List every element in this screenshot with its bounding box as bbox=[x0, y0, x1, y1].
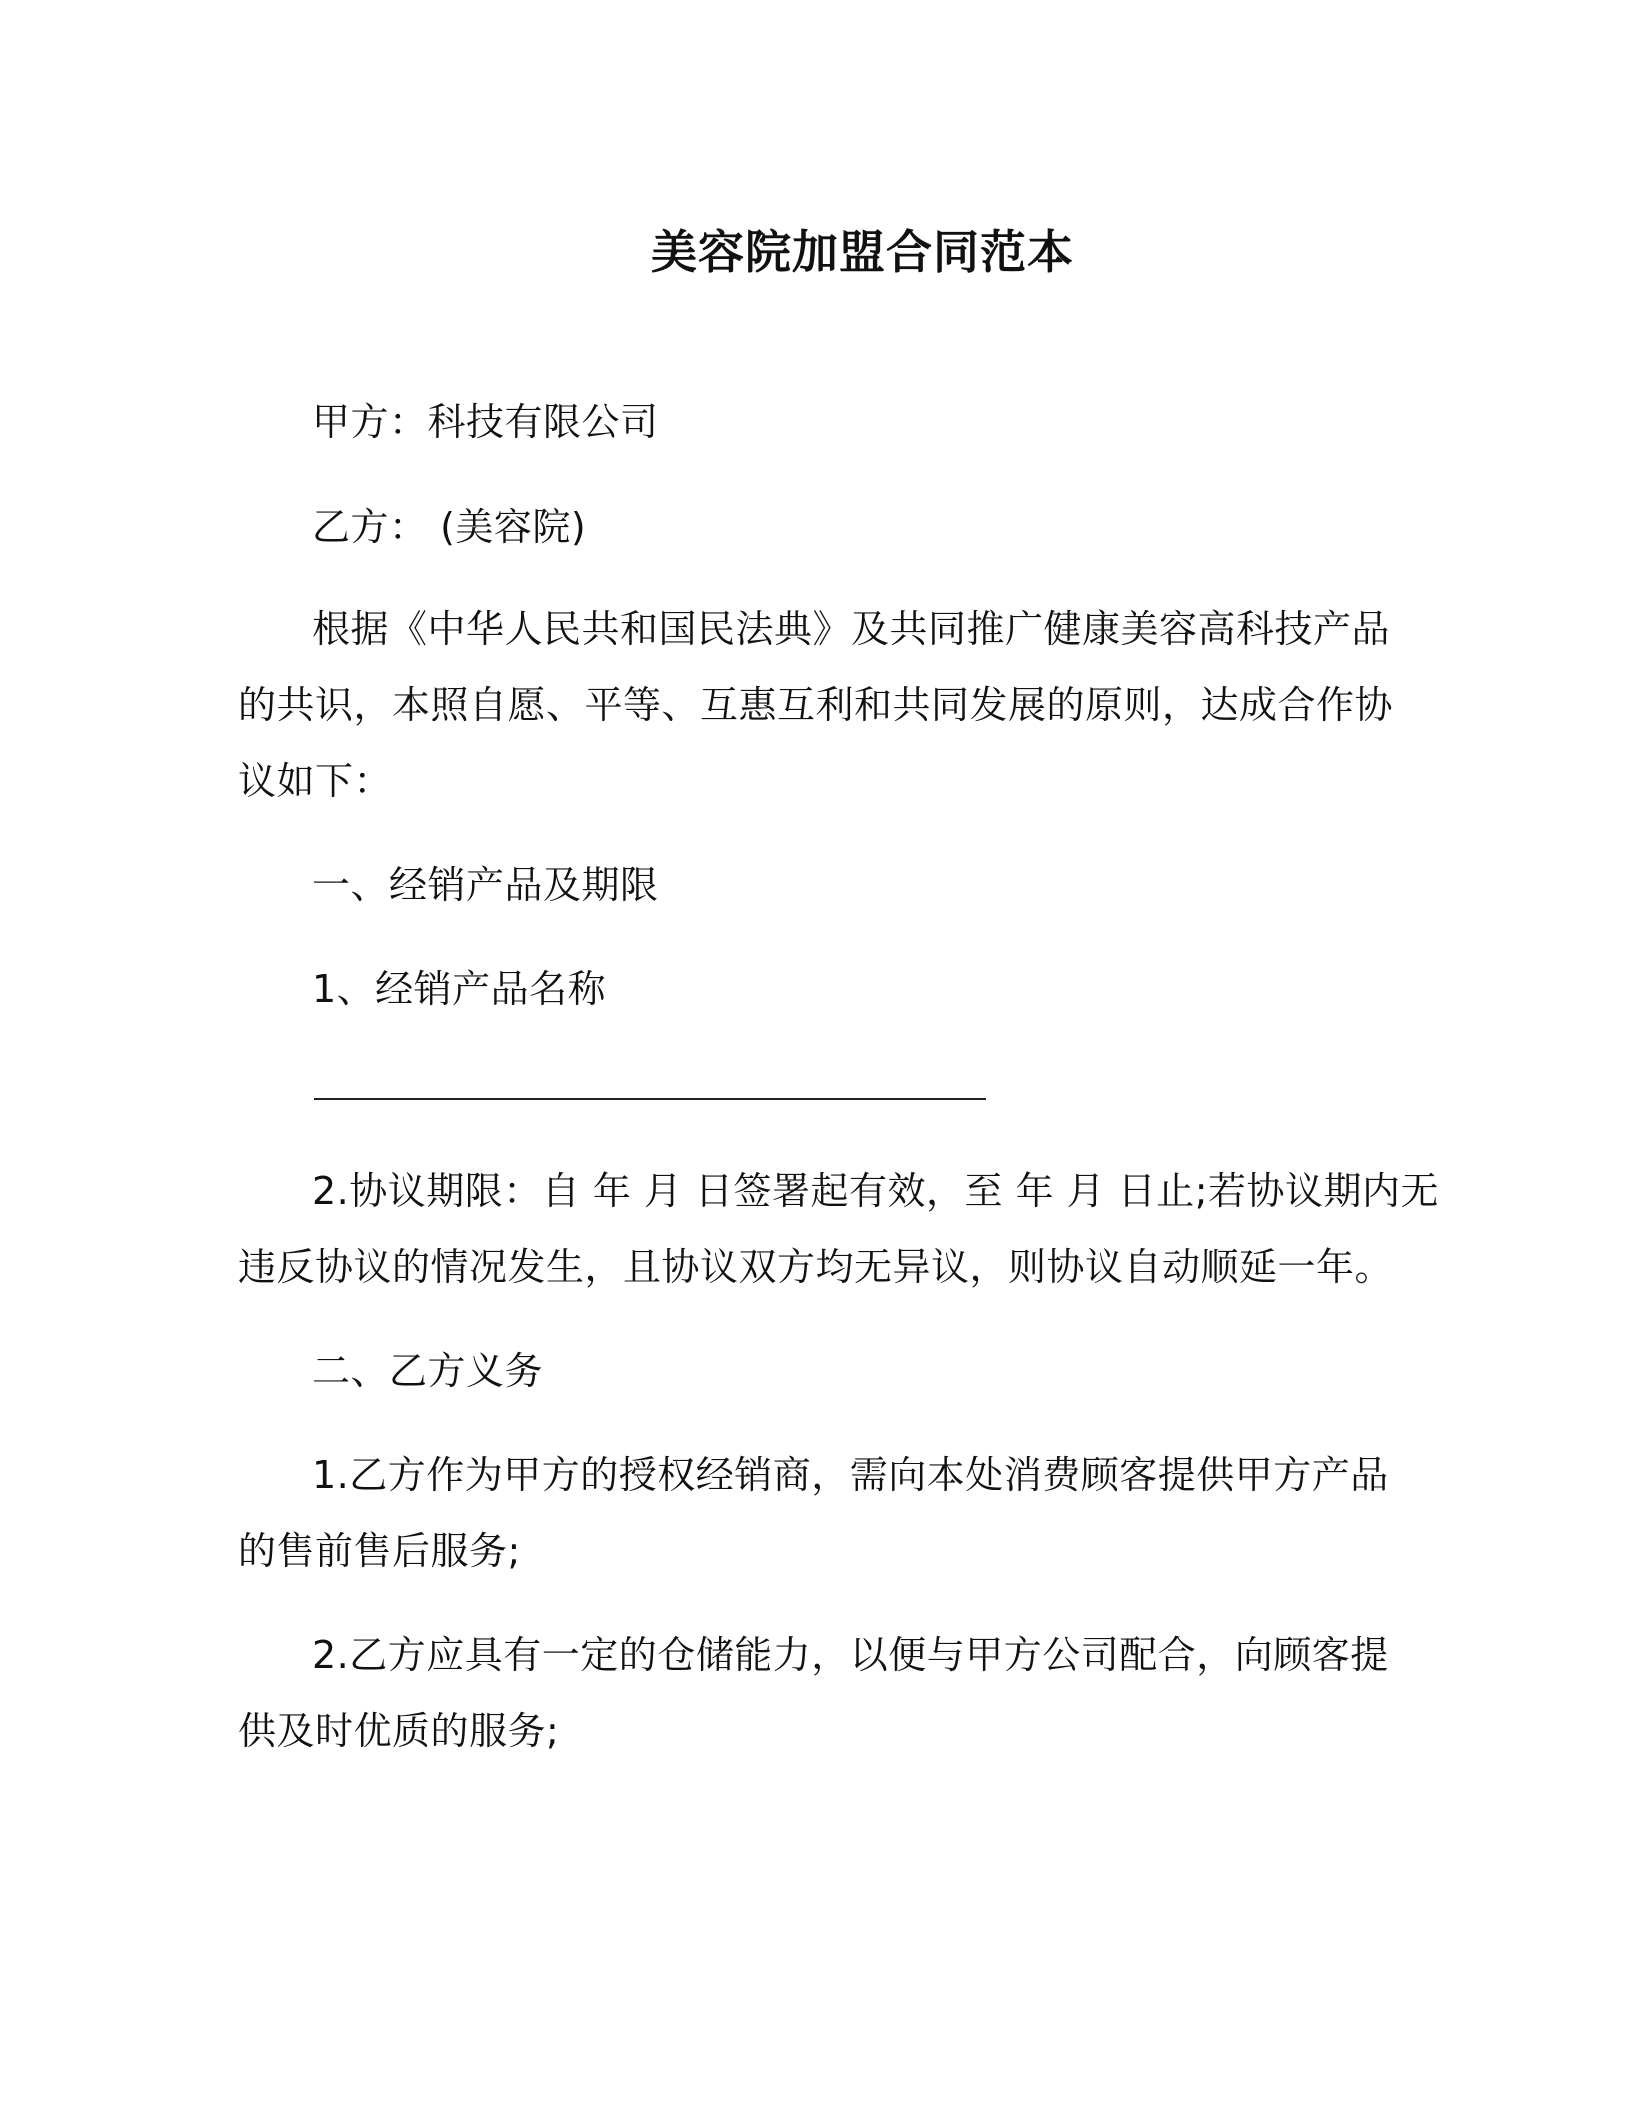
section-1-item-1: 1、经销产品名称 bbox=[312, 967, 607, 1011]
section-2-item-2-line-1: 2.乙方应具有一定的仓储能力，以便与甲方公司配合，向顾客提 bbox=[312, 1633, 1389, 1677]
section-1-item-2-line-1: 2.协议期限：自 年 月 日签署起有效，至 年 月 日止;若协议期内无 bbox=[312, 1169, 1440, 1213]
fill-in-blank-line bbox=[314, 1098, 986, 1100]
section-2-item-1-line-2: 的售前售后服务; bbox=[238, 1529, 521, 1573]
section-2-item-2-line-2: 供及时优质的服务; bbox=[238, 1709, 560, 1753]
intro-line-1: 根据《中华人民共和国民法典》及共同推广健康美容高科技产品 bbox=[312, 607, 1391, 651]
section-2-heading: 二、乙方义务 bbox=[312, 1349, 544, 1393]
section-2-item-1-line-1: 1.乙方作为甲方的授权经销商，需向本处消费顾客提供甲方产品 bbox=[312, 1453, 1389, 1497]
party-a-line: 甲方：科技有限公司 bbox=[312, 400, 659, 444]
section-1-item-2-line-2: 违反协议的情况发生，且协议双方均无异议，则协议自动顺延一年。 bbox=[238, 1245, 1394, 1289]
intro-line-2: 的共识，本照自愿、平等、互惠互利和共同发展的原则，达成合作协 bbox=[238, 683, 1394, 727]
section-1-heading: 一、经销产品及期限 bbox=[312, 863, 659, 907]
intro-line-3: 议如下： bbox=[238, 759, 393, 803]
document-title: 美容院加盟合同范本 bbox=[651, 225, 1074, 279]
party-b-line: 乙方： (美容院) bbox=[312, 505, 587, 549]
